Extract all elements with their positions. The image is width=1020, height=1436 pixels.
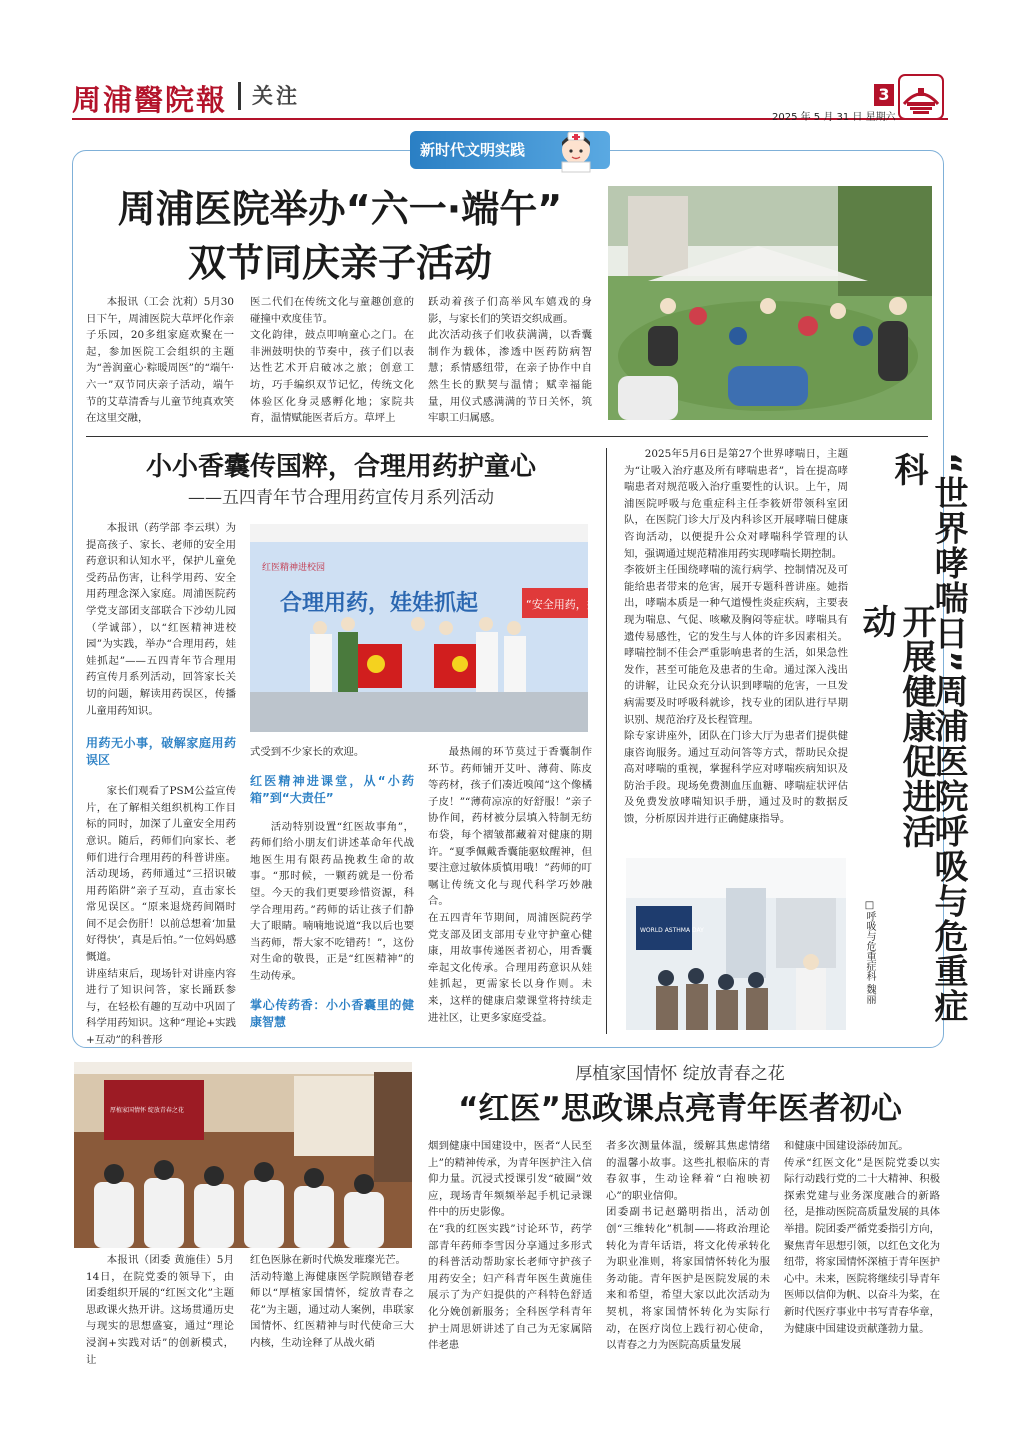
photo-sign-right: “安全用药，娃 [526, 598, 598, 611]
campus-event-image [250, 524, 598, 732]
lawn-activity-image [608, 186, 932, 420]
masthead-separator [238, 82, 241, 110]
vertical-divider [606, 448, 607, 1034]
article4-col2 [250, 1252, 414, 1352]
article3-title-col1: “世界哮喘日”周浦医院呼吸与危重症科 [888, 452, 968, 1024]
article3-credit: □呼吸与危重症科 魏丽 [864, 900, 875, 1005]
article1-col1 [86, 294, 234, 427]
article4-col1 [86, 1252, 234, 1368]
article1-title-line2: 双节同庆亲子活动 [187, 241, 492, 285]
asthma-screen-text: WORLD ASTHMA DAY [640, 927, 704, 934]
article4-col3-text: 烟到健康中国建设中，医者“人民至上”的精神传承，为青年医护注入信仰力量。沉浸式授课引发“破圈”效应，现场青年频频举起手机记录课件中的历史影像。 在“我的红医实践”讨论环节，药学部青年药师李雪因分享通过多形式的科普活动帮助家长老师守护孩子用药安全；妇产科青年医生黄施佳展示了为产妇提供的产科特色舒适化分娩创新服务；全科医学科青年护士周思妍讲述了自己为无家属陪伴老患 [428, 1140, 592, 1352]
nurse-cartoon-icon [548, 126, 604, 172]
article2-col3-body-text: 最热闹的环节莫过于香囊制作环节。药师铺开艾叶、薄荷、陈皮等药材，孩子们凑近嗅闻“这个像橘子皮！”“薄荷凉凉的好舒服！”亲子协作间，药材被分层填入特制无纺布袋，每个褶皱都藏着对健康的期许。“夏季佩戴香囊能驱蚊醒神，但要注意过敏体质慎用哦！”药师的叮嘱让传统文化与现代科学巧妙融合。 在五四青年节期间，周浦医院药学党支部及团支部用专业守护童心健康，用故事传递医者初心，用香囊牵起文化传承。合理用药意识从娃娃抓起，更需家长以身作则。未来，这样的健康启蒙课堂将持续走进社区，让更多家庭受益。 [428, 746, 592, 1024]
article1-title-line1: 周浦医院举办“六一·端午” [117, 187, 563, 231]
article4-col5-text: 和健康中国建设添砖加瓦。 传承“红医文化”是医院党委以实际行动践行党的二十大精神、积极探索党建与业务深度融合的新路径，是推动医院高质量发展的具体举措。院团委严循党委指引方向，聚焦青年思想引领，以红色文化为纽带，将家国情怀深植于青年医护心中。未来，医院将继续引导青年医师以信仰为帆、以奋斗为桨，在新时代医疗事业中书写青春华章，为健康中国建设贡献蓬勃力量。 [784, 1140, 940, 1335]
campus-event-photo [250, 524, 598, 732]
clinic-hall-photo [626, 858, 846, 1030]
clinic-hall-image [626, 858, 846, 1030]
article4-col4-text: 者多次测量体温，缓解其焦虑情绪的温馨小故事。这些扎根临床的青春叙事，生动诠释着“白袍映初心”的职业信仰。 团委副书记赵璐明指出，活动创创“三维转化”机制——将政治理论转化为青年话语，将文化传承转化为职业准则，将家国情怀转化为服务动能。青年医护是医院发展的未来和希望，希望大家以此次活动为契机，将家国情怀转化为实际行动，在医疗岗位上践行初心使命，以青春之力为医院高质量发展 [606, 1140, 770, 1352]
article2-subhead1: 用药无小事，破解家庭用药误区 [86, 736, 236, 768]
article1-col2-text: 医二代们在传统文化与童趣创意的碰撞中欢度佳节。 文化韵律，鼓点叩响童心之门。在非洲鼓明快的节奏中，孩子们以表达性艺术开启破冰之旅；创意工坊，巧手编织双节记忆，传统文化体验区化身灵感孵化地；家院共育，温情赋能医者后方。草坪上 [250, 296, 414, 425]
article3-body [624, 446, 848, 828]
article2-col2-top-text: 式受到不少家长的欢迎。 [250, 746, 365, 758]
article2-col1-rest-text: 家长们观看了PSM公益宣传片，在了解相关组织机构工作目标的同时，加深了儿童安全用药意识。随后，药师们向家长、老师们进行合理用药的科普讲座。活动现场，药师通过“三招识破用药陷阱”亲子互动，直击家长常见误区。“原来退烧药间隔时间不足会伤肝！以前总想着‘加量好得快’，真是后怕。”一位妈妈感慨道。 讲座结束后，现场针对讲座内容进行了知识问答，家长踊跃参与，在轻松有趣的互动中巩固了科学用药知识。这种“理论+实践+互动”的科普形 [86, 785, 236, 1047]
article4-col4 [606, 1138, 770, 1354]
article2-intro-text: 本报讯（药学部 李云琪）为提高孩子、家长、老师的安全用药意识和认知水平，保护儿童免受药品伤害，让科学用药、安全用药理念深入家庭。周浦医院药学党支部团支部联合下沙幼儿园（学诚部），以“红医精神进校园”为实践，举办“合理用药，娃娃抓起”——五四青年节合理用药宣传月系列活动，回答家长关切的问题，解读用药误区，传播儿童用药知识。 [86, 522, 236, 717]
article2-col1 [86, 520, 236, 1049]
article4-title: “红医”思政课点亮青年医者初心 [458, 1091, 902, 1127]
article2-col3 [428, 744, 592, 1026]
banner-label: 新时代文明实践 [420, 141, 526, 159]
lecture-room-photo [74, 1062, 412, 1248]
article1-col1-text: 本报讯（工会 沈莉）5月30日下午，周浦医院大草坪化作亲子乐园，20多组家庭欢聚在一起，参加医院工会组织的主题为“善润童心·粽暖周医”的“端午·六一”双节同庆亲子活动，端午节的艾草清香与儿童节纯真欢笑在这里交融， [86, 296, 234, 425]
article3-title-col2: 开展健康促进活动 [856, 604, 936, 849]
article1-col2 [250, 294, 414, 427]
article2-subtitle: ——五四青年节合理用药宣传月系列活动 [188, 488, 494, 508]
article2-col2-body-text: 活动特别设置“红医故事角”，药师们给小朋友们讲述革命年代战地医生用有限药品挽救生命的故事。“那时候，一颗药就是一份希望。今天的我们更要珍惜资源，科学合理用药。”药师的话让孩子们静大了眼睛。喃喃地说道“我以后也要当药师，帮大家不吃错药！”，这份对生命的敬畏，正是“红医精神”的生动传承。 [250, 820, 414, 982]
article3-body-text: 2025年5月6日是第27个世界哮喘日，主题为“让吸入治疗惠及所有哮喘患者”，旨在提高哮喘患者对规范吸入治疗重要性的认识。上午，周浦医院呼吸与危重症科主任李筱妍带领科室团队，在医院门诊大厅及内科诊区开展哮喘日健康咨询活动，以便提升公众对哮喘科学管理的认知，强调通过规范精准用药实现哮喘长期控制。 李筱妍主任围绕哮喘的流行病学、控制情况及可能给患者带来的危害，展开专题科普讲座。她指出，哮喘本质是一种气道慢性炎症疾病，主要表现为喘息、气促、咳嗽及胸闷等症状。哮喘具有遗传易感性，它的发生与人体的许多因素相关。哮喘控制不佳会严重影响患者的生活，如果急性发作，甚至可能危及患者的生命。通过深入浅出的讲解，让民众充分认识到哮喘的危害，一旦发病需要及时呼吸科就诊，找专业的团队进行早期识别、规范治疗及长程管理。 除专家讲座外，团队在门诊大厅为患者们提供健康咨询服务。通过互动问答等方式，帮助民众提高对哮喘的重视，掌握科学应对哮喘疾病知识及防治手段。现场免费测血压血糖、哮喘症状评估及免费发放哮喘知识手册，通过及时的数据反馈，分析原因并进行正确健康指导。 [624, 448, 848, 826]
article2-title: 小小香囊传国粹，合理用药护童心 [145, 452, 536, 482]
photo-sign-main: 合理用药，娃娃抓起 [280, 591, 479, 616]
hospital-emblem-icon [898, 74, 944, 120]
article2-subhead3: 掌心传药香：小小香囊里的健康智慧 [250, 997, 414, 1029]
article4-col3 [428, 1138, 592, 1354]
page-number: 3 [874, 84, 894, 106]
issue-date: 2025 年 5 月 31 日 星期六 [772, 112, 896, 123]
article4-col5 [784, 1138, 940, 1337]
lawn-activity-photo [608, 186, 932, 420]
article4-col1-text: 本报讯（团委 黄施佳）5月14日，在院党委的领导下，由团委组织开展的“红医文化”主题思政课火热开讲。这场贯通历史与现实的思想盛宴，通过“理论浸润+实践对话”的创新模式，让 [86, 1254, 234, 1366]
article4-kicker: 厚植家国情怀 绽放青春之花 [575, 1064, 785, 1084]
article1-col3-text: 跃动着孩子们高举风车嬉戏的身影，与家长们的笑语交织成画。 此次活动孩子们收获满满，以香囊制作为载体，渗透中医药防病智慧；系情感纽带，在亲子协作中自然生长的默契与温情；赋幸福能量，用仪式感满满的节日关怀，筑牢职工归属感。 [428, 296, 592, 425]
photo-sign-top: 红医精神进校园 [262, 563, 326, 573]
lecture-room-image [74, 1062, 412, 1248]
article2-subhead2: 红医精神进课堂，从“小药箱”到“大责任” [250, 773, 414, 805]
section-divider-1 [86, 436, 928, 437]
article1-col3 [428, 294, 592, 427]
masthead-logo: 周浦醫院報 [72, 83, 228, 117]
article2-col2 [250, 744, 414, 1031]
article4-col2-text: 红色医脉在新时代焕发璀璨光芒。 活动特邀上海健康医学院顾错春老师以“厚植家国情怀，绽放青春之花”为主题，通过动人案例，串联家国情怀、红医精神与时代使命三大内核，生动诠释了从战火硝 [250, 1254, 414, 1349]
lecture-screen-text: 厚植家国情怀 绽放青春之花 [110, 1107, 184, 1114]
section-name: 关注 [252, 84, 300, 108]
